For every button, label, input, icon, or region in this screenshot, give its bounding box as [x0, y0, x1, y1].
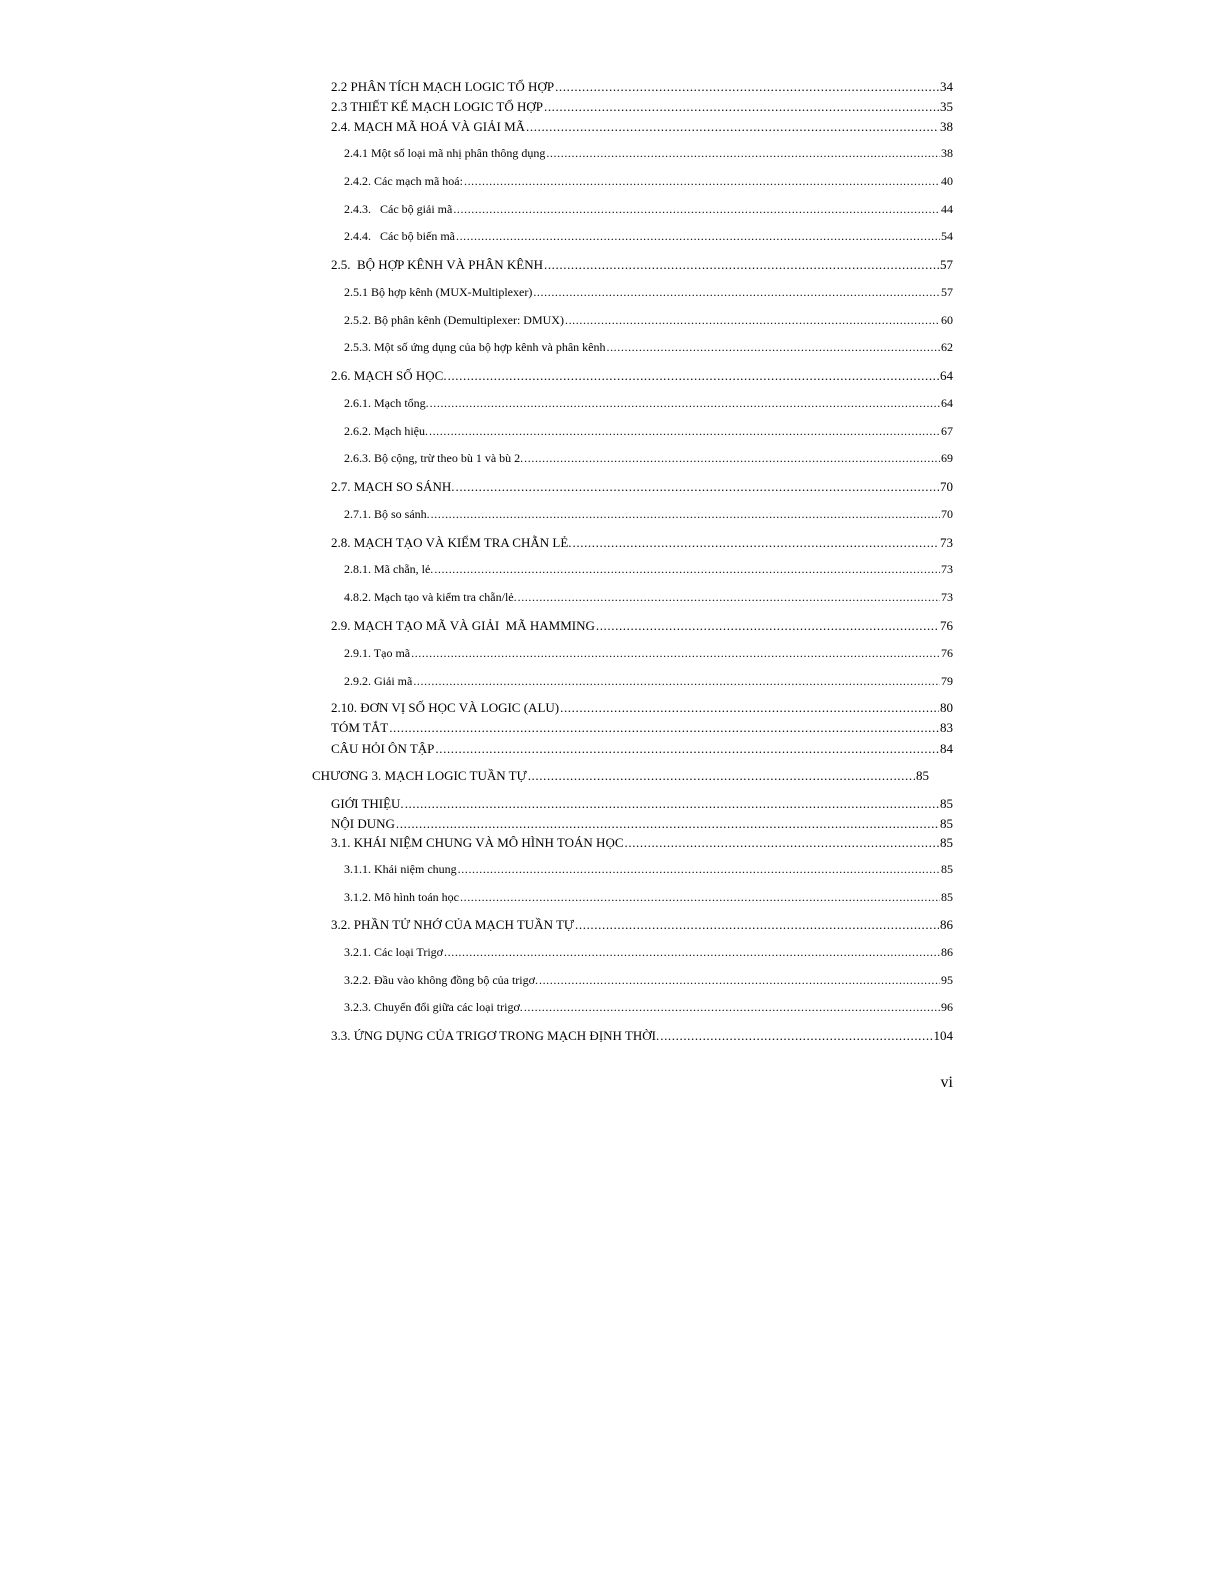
- toc-entry-label: 2.6.3. Bộ cộng, trừ theo bù 1 và bù 2.: [344, 451, 524, 465]
- toc-entry-page: 73: [940, 535, 953, 550]
- toc-entry-page: 76: [941, 646, 953, 660]
- toc-entry-page: 70: [940, 479, 953, 494]
- toc-entry-label: 3.2.3. Chuyển đổi giữa các loại trigơ.: [344, 1000, 523, 1014]
- toc-entry-label: 2.4.2. Các mạch mã hoá:: [344, 174, 463, 188]
- toc-entry[interactable]: [331, 479, 953, 494]
- toc-leader-dots: [546, 146, 940, 161]
- toc-entry[interactable]: [331, 700, 953, 715]
- toc-entry[interactable]: [344, 890, 953, 905]
- toc-entry-page: 64: [941, 396, 953, 410]
- toc-entry-label: 3.1.2. Mô hình toán học: [344, 890, 459, 904]
- toc-entry-page: 83: [940, 720, 953, 735]
- toc-entry-label: 3.2. PHẦN TỬ NHỚ CỦA MẠCH TUẦN TỰ: [331, 917, 575, 932]
- toc-leader-dots: [435, 741, 939, 756]
- toc-leader-dots: [448, 368, 939, 383]
- toc-leader-dots: [555, 79, 939, 94]
- toc-leader-dots: [528, 768, 915, 783]
- toc-entry[interactable]: [344, 973, 953, 988]
- toc-entry-label: 2.4.1 Một số loại mã nhị phân thông dụng: [344, 146, 546, 160]
- toc-entry-label: 2.2 PHÂN TÍCH MẠCH LOGIC TỔ HỢP: [331, 79, 555, 94]
- toc-entry[interactable]: [331, 720, 953, 735]
- toc-leader-dots: [625, 835, 940, 850]
- toc-entry-page: 73: [941, 590, 953, 604]
- toc-leader-dots: [539, 973, 940, 988]
- toc-entry-label: 3.3. ỨNG DỤNG CỦA TRIGƠ TRONG MẠCH ĐỊNH THỜI.: [331, 1028, 660, 1043]
- toc-entry-page: 64: [940, 368, 953, 383]
- toc-entry[interactable]: [344, 590, 953, 605]
- toc-entry-page: 85: [940, 796, 953, 811]
- toc-leader-dots: [606, 340, 940, 355]
- toc-entry-label: 2.5.1 Bộ hợp kênh (MUX-Multiplexer): [344, 285, 533, 299]
- toc-entry-page: 73: [941, 562, 953, 576]
- toc-entry-page: 60: [941, 313, 953, 327]
- toc-entry-page: 104: [933, 1028, 953, 1043]
- toc-entry[interactable]: [344, 313, 953, 328]
- toc-entry-page: 95: [941, 973, 953, 987]
- toc-entry-label: GIỚI THIỆU.: [331, 796, 404, 811]
- toc-entry-label: 3.1.1. Khái niệm chung: [344, 862, 457, 876]
- toc-entry[interactable]: [331, 917, 953, 932]
- toc-entry-label: 2.6.2. Mạch hiệu.: [344, 424, 428, 438]
- toc-entry-label: 3.2.1. Các loại Trigơ: [344, 945, 444, 959]
- toc-leader-dots: [444, 945, 940, 960]
- toc-leader-dots: [544, 257, 939, 272]
- toc-entry-label: CÂU HỎI ÔN TẬP: [331, 741, 435, 756]
- toc-leader-dots: [544, 99, 939, 114]
- toc-entry-label: 2.5.2. Bộ phân kênh (Demultiplexer: DMUX): [344, 313, 564, 327]
- toc-entry[interactable]: [344, 862, 953, 877]
- toc-entry[interactable]: [344, 285, 953, 300]
- toc-entry-label: CHƯƠNG 3. MẠCH LOGIC TUẦN TỰ: [312, 768, 527, 783]
- toc-entry-page: 86: [940, 917, 953, 932]
- toc-leader-dots: [456, 479, 939, 494]
- toc-entry[interactable]: [344, 945, 953, 960]
- toc-entry-label: TÓM TẮT: [331, 720, 389, 735]
- toc-leader-dots: [464, 174, 940, 189]
- toc-entry-label: 2.5.3. Một số ứng dụng của bộ hợp kênh và phân kênh: [344, 340, 606, 354]
- toc-entry-page: 85: [941, 890, 953, 904]
- toc-entry-page: 84: [940, 741, 953, 756]
- toc-entry[interactable]: [331, 618, 953, 633]
- toc-entry-label: 2.5. BỘ HỢP KÊNH VÀ PHÂN KÊNH: [331, 257, 543, 272]
- toc-entry[interactable]: [344, 451, 953, 466]
- toc-entry-page: 57: [941, 285, 953, 299]
- toc-entry-page: 85: [940, 816, 953, 831]
- toc-leader-dots: [434, 562, 940, 577]
- toc-entry-label: 2.4. MẠCH MÃ HOÁ VÀ GIẢI MÃ: [331, 119, 526, 134]
- toc-leader-dots: [458, 862, 940, 877]
- toc-entry-label: 2.4.4. Các bộ biến mã: [344, 229, 455, 243]
- toc-leader-dots: [405, 796, 939, 811]
- toc-entry-label: 2.10. ĐƠN VỊ SỐ HỌC VÀ LOGIC (ALU): [331, 700, 560, 715]
- toc-leader-dots: [429, 424, 940, 439]
- toc-entry-label: 2.9.2. Giải mã: [344, 674, 413, 688]
- toc-entry-page: 40: [941, 174, 953, 188]
- toc-entry[interactable]: [344, 229, 953, 244]
- toc-entry[interactable]: [344, 146, 953, 161]
- toc-leader-dots: [575, 917, 939, 932]
- toc-entry-page: 86: [941, 945, 953, 959]
- toc-leader-dots: [456, 229, 940, 244]
- toc-entry-page: 34: [940, 79, 953, 94]
- toc-entry-page: 85: [916, 768, 929, 783]
- toc-entry[interactable]: [331, 368, 953, 383]
- toc-leader-dots: [413, 674, 940, 689]
- toc-entry[interactable]: [331, 816, 953, 831]
- toc-entry[interactable]: [344, 424, 953, 439]
- toc-entry[interactable]: [331, 741, 953, 756]
- toc-entry-page: 44: [941, 202, 953, 216]
- toc-leader-dots: [565, 313, 940, 328]
- toc-entry[interactable]: [331, 796, 953, 811]
- toc-leader-dots: [396, 816, 939, 831]
- toc-entry-label: 2.3 THIẾT KẾ MẠCH LOGIC TỔ HỢP: [331, 99, 543, 114]
- toc-entry[interactable]: [344, 507, 953, 522]
- toc-entry[interactable]: [344, 340, 953, 355]
- toc-entry[interactable]: [344, 202, 953, 217]
- toc-entry-label: 2.7. MẠCH SO SÁNH.: [331, 479, 455, 494]
- toc-leader-dots: [573, 535, 939, 550]
- toc-entry-page: 67: [941, 424, 953, 438]
- toc-leader-dots: [526, 119, 939, 134]
- toc-entry-page: 62: [941, 340, 953, 354]
- toc-leader-dots: [460, 890, 940, 905]
- toc-entry[interactable]: [331, 535, 953, 550]
- toc-leader-dots: [560, 700, 939, 715]
- toc-entry-page: 70: [941, 507, 953, 521]
- toc-entry[interactable]: [344, 674, 953, 689]
- toc-entry[interactable]: [331, 79, 953, 94]
- toc-leader-dots: [660, 1028, 932, 1043]
- toc-leader-dots: [389, 720, 939, 735]
- toc-entry-label: 2.7.1. Bộ so sánh.: [344, 507, 430, 521]
- toc-entry[interactable]: [331, 99, 953, 114]
- toc-entry-label: 2.4.3. Các bộ giải mã: [344, 202, 453, 216]
- toc-entry-label: 2.9.1. Tạo mã: [344, 646, 411, 660]
- toc-entry[interactable]: [344, 174, 953, 189]
- toc-entry-label: 2.8. MẠCH TẠO VÀ KIỂM TRA CHẴN LẺ.: [331, 535, 572, 550]
- page-number: vi: [940, 1074, 953, 1091]
- toc-entry-page: 80: [940, 700, 953, 715]
- toc-entry-page: 85: [940, 835, 953, 850]
- toc-entry[interactable]: [331, 257, 953, 272]
- toc-entry-page: 35: [940, 99, 953, 114]
- toc-entry-page: 38: [940, 119, 953, 134]
- toc-entry-page: 76: [940, 618, 953, 633]
- toc-entry[interactable]: [344, 1000, 953, 1015]
- toc-leader-dots: [411, 646, 940, 661]
- toc-entry-page: 69: [941, 451, 953, 465]
- toc-entry-label: NỘI DUNG: [331, 816, 395, 831]
- toc-entry[interactable]: [344, 562, 953, 577]
- toc-leader-dots: [524, 451, 940, 466]
- toc-entry-page: 38: [941, 146, 953, 160]
- toc-entry-label: 4.8.2. Mạch tạo và kiểm tra chẵn/lẻ.: [344, 590, 517, 604]
- toc-leader-dots: [518, 590, 940, 605]
- toc-entry-page: 57: [940, 257, 953, 272]
- toc-leader-dots: [431, 507, 940, 522]
- toc-leader-dots: [596, 618, 939, 633]
- toc-entry-label: 2.6. MẠCH SỐ HỌC.: [331, 368, 447, 383]
- toc-leader-dots: [430, 396, 940, 411]
- toc-entry-label: 2.6.1. Mạch tổng.: [344, 396, 429, 410]
- toc-chapter-entry[interactable]: [312, 768, 929, 783]
- toc-entry-page: 79: [941, 674, 953, 688]
- toc-entry[interactable]: [331, 835, 953, 850]
- toc-leader-dots: [533, 285, 940, 300]
- toc-entry-label: 2.8.1. Mã chẵn, lẻ.: [344, 562, 434, 576]
- toc-entry[interactable]: [331, 1028, 953, 1043]
- toc-entry[interactable]: [331, 119, 953, 134]
- toc-entry[interactable]: [344, 396, 953, 411]
- toc-leader-dots: [524, 1000, 940, 1015]
- toc-entry-page: 96: [941, 1000, 953, 1014]
- toc-entry[interactable]: [344, 646, 953, 661]
- toc-entry-label: 3.2.2. Đầu vào không đồng bộ của trigơ.: [344, 973, 538, 987]
- toc-entry-label: 3.1. KHÁI NIỆM CHUNG VÀ MÔ HÌNH TOÁN HỌC: [331, 835, 624, 850]
- toc-entry-label: 2.9. MẠCH TẠO MÃ VÀ GIẢI MÃ HAMMING: [331, 618, 595, 633]
- toc-entry-page: 54: [941, 229, 953, 243]
- toc-entry-page: 85: [941, 862, 953, 876]
- toc-leader-dots: [453, 202, 940, 217]
